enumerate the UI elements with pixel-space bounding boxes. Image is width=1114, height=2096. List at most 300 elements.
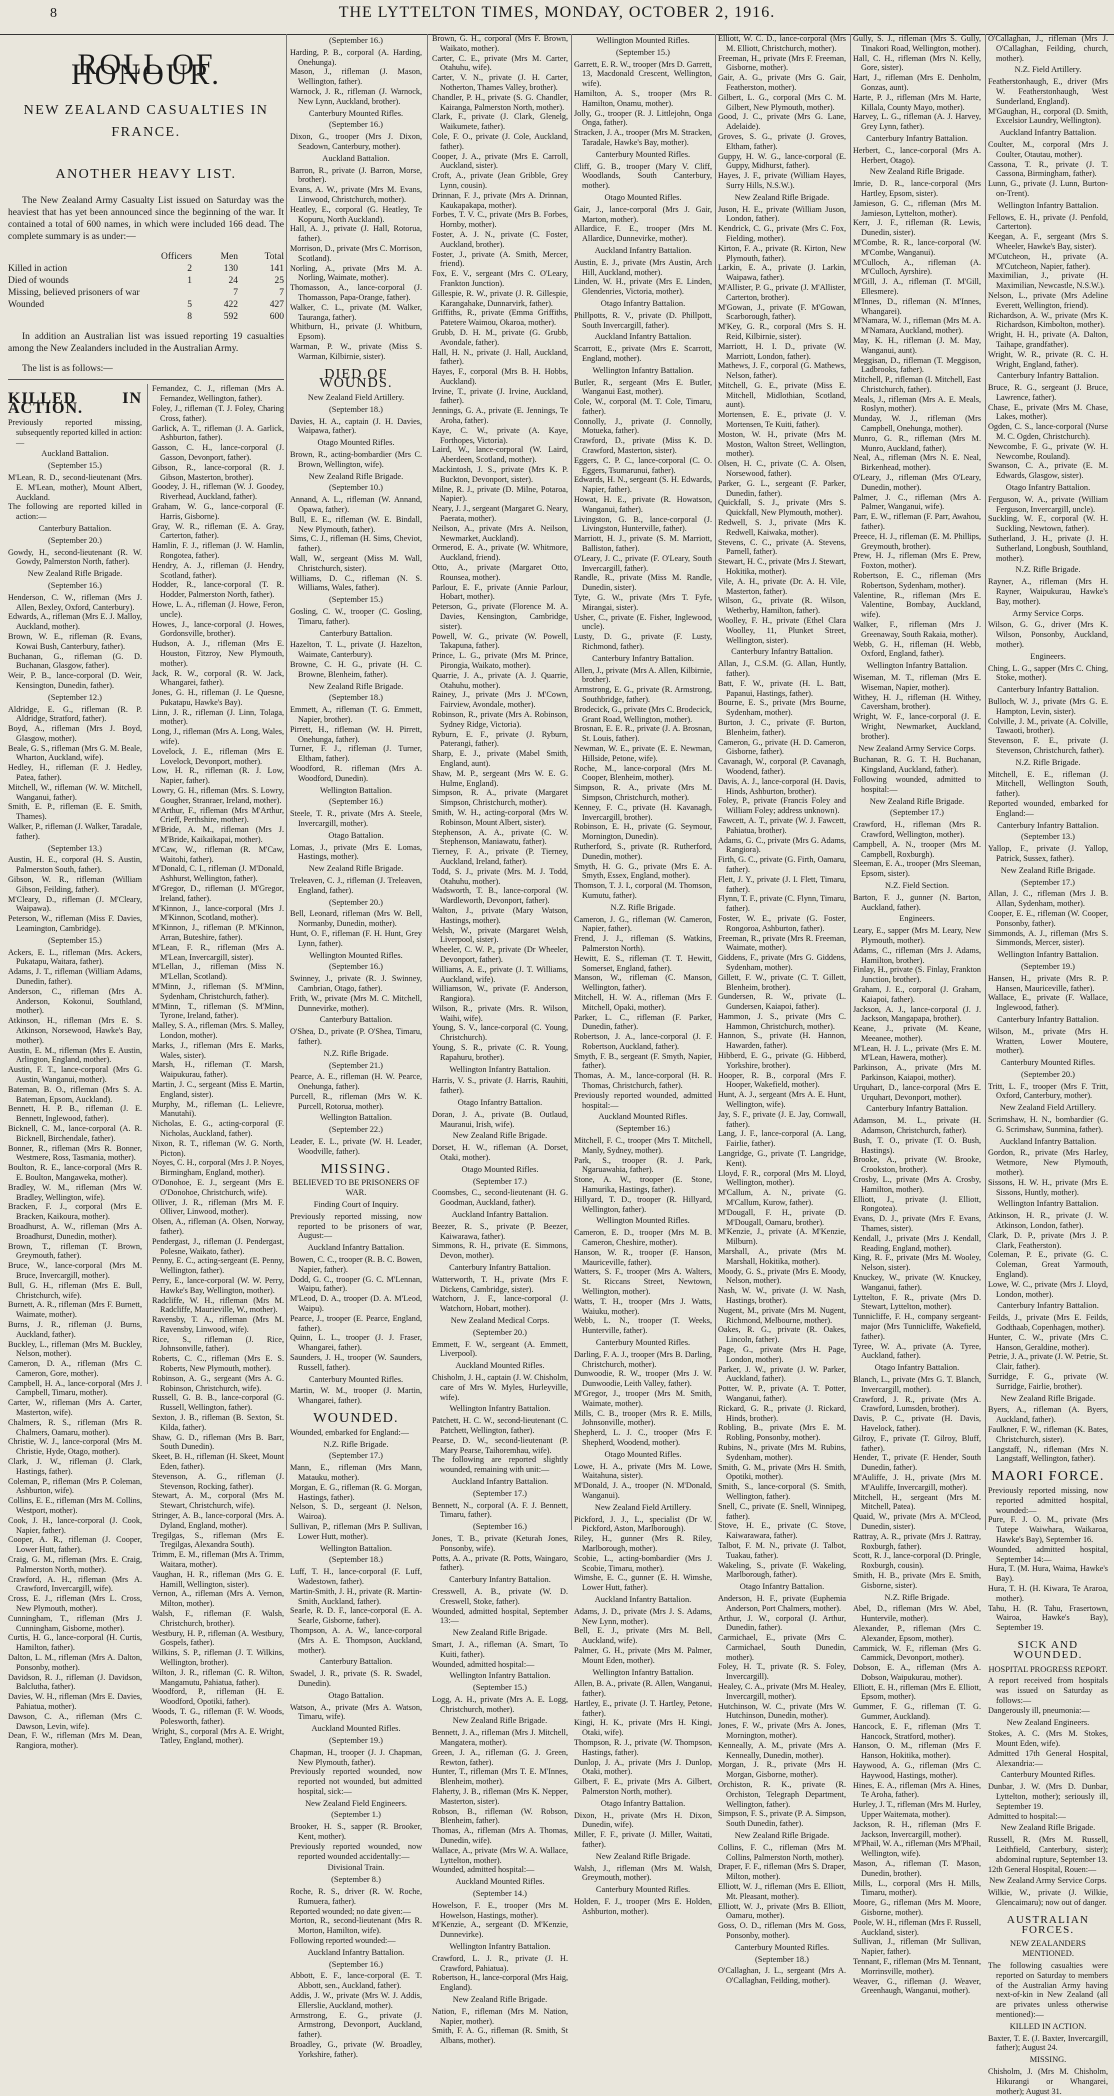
- section-label: Canterbury Mounted Rifles.: [308, 108, 404, 118]
- casualty-entry: Gilroy, F., private (T. Gilroy, Bluff, father).: [853, 1433, 981, 1453]
- casualty-entry: Munro, G. R., rifleman (Mrs M. Munro, Auckland, father).: [853, 433, 981, 453]
- casualty-entry: Brown, G. H., corporal (Mrs F. Brown, Waikato, mother).: [432, 34, 568, 53]
- section-label: (September 15.): [48, 935, 102, 945]
- casualty-entry: Martin, W. M., trooper (J. Martin, Whangarei, father).: [290, 1386, 422, 1406]
- section-label: Canterbury Battalion.: [38, 523, 112, 533]
- section-label: Auckland Battalion.: [41, 449, 109, 459]
- casualty-entry: Gillett, F. W., private (C. T. Gillett, Blenheim, brother).: [718, 972, 846, 992]
- section-label: Auckland Mounted Rifles.: [455, 1361, 545, 1371]
- section-label: Wellington Infantry Battalion.: [449, 1671, 551, 1681]
- casualty-entry: Williams, A. E., private (J. T. Williams, Auckland, wife).: [432, 964, 568, 984]
- stats-row: [8, 275, 284, 287]
- section-label: (September 22.): [329, 1125, 383, 1135]
- casualty-entry: Smyth, H. G. G., private (Mrs E. A. Smyth, Essex, England, mother).: [574, 861, 712, 881]
- casualty-entry: Parker, G. L., sergeant (F. Parker, Dunedin, father).: [718, 478, 846, 498]
- casualty-entry: Leader, E. L., private (W. H. Leader, Woodville, father).: [290, 1137, 422, 1156]
- casualty-entry: Hannon, S., private (H. Hannon, Hawarden, father).: [718, 1031, 846, 1051]
- casualty-entry: Wiseman, M. T., rifleman (Mrs E. Wiseman, Napier, mother).: [853, 673, 981, 692]
- casualty-entry: Martin-Smith, J. H., private (R. Martin-Smith, Auckland, father).: [290, 1586, 422, 1606]
- casualty-entry: Parkinson, A., private (Mrs M. Parkinson, Kaiapoi, mother).: [853, 1063, 981, 1083]
- casualty-entry: Hillyard, T. D., trooper (R. Hillyard, Wellington, father).: [574, 1194, 712, 1214]
- casualty-entry: Garrett, E. R. W., trooper (Mrs D. Garrett, 13, Macdonald Crescent, Wellington, wife).: [574, 59, 712, 89]
- casualty-entry: Linden, W. H., private (Mrs E. Linden, Glendenries, Victoria, mother).: [574, 277, 712, 297]
- casualty-entry: Sullivan, P., rifleman (Mrs P. Sullivan, Lower Hutt, mother).: [290, 1521, 422, 1541]
- section-label: New Zealand Rifle Brigade.: [595, 1851, 691, 1861]
- section-label: New Zealand Army Service Corps.: [989, 1876, 1107, 1886]
- casualty-entry: Simpson, R. A., private (Margaret Simpson, Christchurch, mother).: [432, 788, 568, 808]
- casualty-entry: Christie, W. J., lance-corporal (Mrs M. Christie, Hyde, Otago, mother).: [8, 1437, 142, 1457]
- casualty-entry: Tritt, L. F., trooper (Mrs F. Tritt, Oxford, Canterbury, mother).: [988, 1081, 1108, 1101]
- casualty-entry: Gair, A. G., private (Mrs G. Gair, Featherston, mother).: [718, 73, 846, 92]
- casualty-entry: Brosnan, E. E. R., private (J. A. Brosnan, St. Louis, father).: [574, 724, 712, 744]
- section-label: Wellington Infantry Battalion.: [866, 661, 968, 671]
- casualty-entry: Lowe, H. A., private (Mrs M. Lowe, Waitahuna, sister).: [574, 1461, 712, 1481]
- section-label: N.Z. Rifle Brigade.: [1015, 565, 1081, 575]
- casualty-entry: Nicholas, E. G., acting-corporal (F. Nicholas, Auckland, father).: [152, 1119, 284, 1138]
- casualty-entry: Crawford, A. H., rifleman (Mrs A. Crawford, Invercargill, wife).: [8, 1574, 142, 1594]
- casualty-entry: Wounded, embarked for England:—: [290, 1427, 409, 1437]
- casualty-entry: Logg, A. H., private (Mrs A. E. Logg, Christchurch, mother).: [432, 1694, 568, 1714]
- casualty-entry: Giddens, F., private (Mrs G. Giddens, Sydenham, mother).: [718, 953, 846, 972]
- casualty-entry: Cook, J. H., lance-corporal (J. Cook, Napier, father).: [8, 1515, 142, 1535]
- casualty-entry: Richardson, A. W., private (Mrs K. Richardson, Kimbolton, mother).: [988, 310, 1108, 330]
- casualty-entry: Peterson, W., rifleman (Miss F. Davies, Leamington, Cambridge).: [8, 914, 142, 934]
- section-label: Otago Mounted Rifles.: [461, 1164, 539, 1174]
- casualty-entry: Langridge, G., private (T. Langridge, Kent).: [718, 1149, 846, 1168]
- section-label: Canterbury Mounted Rifles.: [595, 1885, 691, 1895]
- casualty-entry: M'Lean, R. D., second-lieutenant (Mrs. E. M'Lean, mother), Mount Albert, Auckland.: [8, 472, 142, 502]
- casualty-entry: Powell, W. G., private (W. Powell, Takapuna, father).: [432, 631, 568, 651]
- section-label: Otago Mounted Rifles.: [604, 192, 682, 202]
- casualty-entry: Buchanan, R. G. T. H. Buchanan, Kingsland, Auckland, father).: [853, 755, 981, 775]
- casualty-entry: Davies, H. A., captain (J. H. Davies, Waipawa, father).: [290, 416, 422, 436]
- stats-total: 141: [269, 264, 284, 275]
- section-label: Auckland Infantry Battalion.: [594, 1594, 692, 1604]
- casualty-entry: Admitted 17th General Hospital, Alexandria:—: [988, 1748, 1108, 1768]
- casualty-entry: Smith, H. B., private (Mrs E. Smith, Gisborne, sister).: [853, 1570, 981, 1590]
- section-label: New Zealand Rifle Brigade.: [452, 1716, 548, 1726]
- casualty-entry: Bruce, W., lance-corporal (Mrs M. Bruce, Invercargill, mother).: [8, 1261, 142, 1280]
- casualty-entry: Gilbert, L. G., corporal (Mrs C. M. Gilbert, New Plymouth, mother).: [718, 92, 846, 112]
- casualty-entry: Wakeling, S., private (F. Wakeling, Marlborough, father).: [718, 1560, 846, 1580]
- australian-forces-heading: AUSTRALIAN FORCES.: [1006, 1913, 1090, 1936]
- casualty-entry: Gibson, R., lance-corporal (R. J. Gibson, Masterton, brother).: [152, 462, 284, 482]
- casualty-entry: Malley, S. A., rifleman (Mrs. S. Malley, London, mother).: [152, 1021, 284, 1040]
- section-label: Otago Battalion.: [328, 1690, 384, 1700]
- stats-total: 427: [269, 300, 284, 311]
- casualty-entry: Bonner, R., rifleman (Mrs R. Bonner, Westmere, Ross, Tasmania, mother).: [8, 1143, 142, 1163]
- casualty-entry: Miller, F. F., private (J. Miller, Waitati, father).: [574, 1830, 712, 1850]
- section-label: (September 18.): [755, 1954, 809, 1964]
- stats-row: [8, 263, 284, 275]
- casualty-entry: Howat, H. E., private (R. Howatson, Wanganui, father).: [574, 495, 712, 514]
- section-label: N.Z. Rifle Brigade.: [884, 1592, 950, 1602]
- casualty-entry: 12th General Hospital, Rouen:—: [988, 1864, 1097, 1874]
- casualty-entry: Hender, T., private (F. Hender, South Dunedin, father).: [853, 1453, 981, 1473]
- casualty-entry: Hunt, O. F., rifleman (F. H. Hunt, Grey Lynn, father).: [290, 928, 422, 948]
- casualty-entry: Grubb, D. H. M., private (G. Grubb, Avondale, father).: [432, 327, 568, 347]
- casualty-entry: Webb, G. H., rifleman (H. Webb, Oxford, England, father).: [853, 639, 981, 659]
- casualty-entry: Lusty, D. G., private (F. Lusty, Richmond, father).: [574, 632, 712, 652]
- section-label: Wellington Battalion.: [320, 1543, 392, 1553]
- section-label: Canterbury Mounted Rifles.: [595, 149, 691, 159]
- casualty-entry: Flaherty, J. B., rifleman (Mrs K. Nepper, Masterton, sister).: [432, 1787, 568, 1806]
- casualty-entry: Scarrott, E., private (Mrs E. Scarrott, England, mother).: [574, 344, 712, 363]
- casualty-entry: Gibson, W. R., rifleman (William Gibson, Feilding, father).: [8, 875, 142, 894]
- casualty-entry: Bowen, C. C., trooper (R. B. C. Bowen, Napier, father).: [290, 1255, 422, 1274]
- section-label: Wellington Infantry Battalion.: [449, 1064, 551, 1074]
- casualty-entry: Stove, H. E., private (C. Stove, Kaiwarawara, father).: [718, 1521, 846, 1541]
- casualty-entry: Harris, V. S., private (J. Harris, Rauhiti, father).: [432, 1076, 568, 1096]
- casualty-entry: Leary, E., sapper (Mrs M. Leary, New Plymouth, mother).: [853, 926, 981, 945]
- stats-total: 600: [269, 312, 284, 323]
- casualty-entry: Wallace, E., private (F. Wallace, Inglewood, father).: [988, 993, 1108, 1013]
- casualty-entry: Cameron, J. G., rifleman (W. Cameron, Napier, father).: [574, 914, 712, 934]
- section-label: New Zealand Medical Corps.: [450, 1316, 550, 1325]
- stats-label: Missing, believed prisoners of war: [8, 288, 140, 299]
- casualty-entry: Browne, C. H. G., private (H. C. Browne, Blenheim, father).: [290, 660, 422, 679]
- section-label: Canterbury Mounted Rifles.: [734, 1942, 830, 1952]
- casualty-entry: Robinson, R., private (Mrs A. Robinson, Sydney Ridge, Victoria).: [432, 709, 568, 729]
- section-label: (September 15.): [616, 47, 670, 57]
- casualty-entry: Lowry, G. H., rifleman (Mrs. S. Lowry, Gougher, Stranraer, Ireland, mother).: [152, 786, 284, 805]
- casualty-entry: Hamilton, A. S., trooper (Mrs R. Hamilton, Onamu, mother).: [574, 88, 712, 108]
- casualty-entry: Smyth, F. B., sergeant (F. Smyth, Napier, father).: [574, 1051, 712, 1071]
- casualty-entry: Crawford, J. R., private (Mrs A. Crawford, Lumsden, brother).: [853, 1394, 981, 1414]
- casualty-entry: Roche, R. S., driver (R. W. Roche, Rumuera, father).: [290, 1887, 422, 1906]
- casualty-entry: Bruce, R. G., sergeant (J. Bruce, Lawrence, father).: [988, 383, 1108, 402]
- casualty-entry: Imrie, D. R., lance-corporal (Mrs Hartley, Epsom, sister).: [853, 179, 981, 198]
- section-label: Auckland Mounted Rifles.: [455, 1877, 545, 1887]
- killed-list-left: [8, 384, 142, 1751]
- casualty-entry: Byers, A., rifleman (A. Byers, Auckland, father).: [988, 1405, 1108, 1425]
- casualty-entry: Shaw, G. D., rifleman (Mrs B. Barr, South Dunedin).: [152, 1432, 284, 1452]
- casualty-entry: Feilds, J., private (Mrs E. Feilds, Godthaab, Copenhagen, mother).: [988, 1313, 1108, 1333]
- casualty-entry: Walsh, F., rifleman (F. Walsh, Christchurch, brother).: [152, 1609, 284, 1628]
- section-label: (September 18.): [329, 1555, 383, 1565]
- section-label: Auckland Infantry Battalion.: [999, 1136, 1097, 1146]
- casualty-entry: Noyes, C. H., corporal (Mrs J. P. Noyes, Birmingham, England, mother).: [152, 1158, 284, 1178]
- casualty-entry: Ackers, E. L., rifleman (Mrs. Ackers, Pukatapu, Waitara, father).: [8, 947, 142, 967]
- casualty-entry: Turner, F. J., rifleman (J. Turner, Eltham, father).: [290, 744, 422, 764]
- section-label: (September 13.): [48, 843, 102, 853]
- casualty-entry: Nelson, S. D., sergeant (J. Nelson, Wairoa).: [290, 1502, 422, 1522]
- casualty-entry: Walsh, J., rifleman (Mrs M. Walsh, Greymouth, mother).: [574, 1863, 712, 1883]
- casualty-entry: Bracken, F. J., corporal (Mrs E. Bracken, Kaikoura, mother).: [8, 1202, 142, 1222]
- stats-men: 130: [223, 264, 238, 275]
- casualty-entry: Skeet, B. H., rifleman (H. Skeet, Mount Eden, father).: [152, 1452, 284, 1472]
- casualty-entry: Barron, R., private (J. Barron, Morse, brother).: [290, 165, 422, 185]
- casualty-entry: Nash, W. W., private (J. W. Nash, Hastings, brother).: [718, 1286, 846, 1305]
- casualty-entry: Rattray, A. R., private (Mrs J. Rattray, Roxburgh, father).: [853, 1531, 981, 1551]
- casualty-entry: Good, J. C., private (Mrs G. Lane, Adelaide).: [718, 112, 846, 132]
- casualty-entry: Tunnicliffe, F. H., company sergeant-major (Mrs Tunnicliffe, Wakefield, father).: [853, 1312, 981, 1341]
- section-label: Wellington Infantry Battalion.: [449, 1404, 551, 1414]
- casualty-entry: Usher, C., private (E. Fisher, Inglewood, uncle).: [574, 612, 712, 632]
- casualty-entry: Marriott, H. I. D., private (W. Marriott, London, father).: [718, 341, 846, 361]
- casualty-entry: Elliott, W. C. D., lance-corporal (Mrs M. Elliott, Christchurch, mother).: [718, 34, 846, 53]
- casualty-entry: Reported wounded, embarked for England:—: [988, 798, 1108, 818]
- section-label: New Zealand Field Engineers.: [305, 1798, 407, 1808]
- section-label: Canterbury Infantry Battalion.: [866, 133, 968, 143]
- casualty-entry: M'Dougall, F. H., private (D. M'Dougall, Oamaru, brother).: [718, 1207, 846, 1227]
- casualty-entry: Goss, O. D., rifleman (Mrs M. Goss, Ponsonby, mother).: [718, 1921, 846, 1940]
- casualty-entry: Maximilian, J., private (H. Maximilian, Newcastle, N.S.W.).: [988, 271, 1108, 291]
- casualty-entry: Rubins, N., private (Mrs M. Rubins, Sydenham, mother).: [718, 1442, 846, 1462]
- section-label: New Zealand Army Service Corps.: [858, 743, 976, 753]
- casualty-entry: Guppy, H. W. G., lance-corporal (E. Guppy, Midhurst, father).: [718, 151, 846, 171]
- casualty-entry: Cunningham, T., rifleman (Mrs J. Cunningham, Gisborne, mother).: [8, 1613, 142, 1633]
- section-label: Finding Court of Inquiry.: [313, 1200, 399, 1210]
- casualty-entry: Hayes, J. F., private (William Hayes, Surry Hills, N.S.W.).: [718, 171, 846, 190]
- casualty-entry: Watterworth, T. H., private (Mrs F. Dickens, Cambridge, sister).: [432, 1274, 568, 1294]
- casualty-entry: Carmichael, E., private (Mrs C. Carmichael, South Dunedin, mother).: [718, 1633, 846, 1662]
- casualty-entry: Ferguson, W. A., private (William Ferguson, Invercargill, uncle).: [988, 494, 1108, 514]
- casualty-entry: M'Key, G. R., corporal (Mrs S. H. Reid, Kilbirnie, sister).: [718, 322, 846, 341]
- casualty-entry: Allan, J. C., rifleman (Mrs J. B. Allan, Sydenham, mother).: [988, 889, 1108, 909]
- casualty-entry: Crawford, D., private (Miss K. D. Crawford, Masterton, sister).: [574, 436, 712, 456]
- section-label: Canterbury Mounted Rifles.: [308, 1374, 404, 1384]
- casualty-entry: Cross, E. J., rifleman (Mrs L. Cross, New Plymouth, mother).: [8, 1594, 142, 1614]
- casualty-entry: Mitchell, H., sergeant (Mrs M. Mitchell, Patea).: [853, 1492, 981, 1512]
- casualty-entry: Jamieson, G. C., rifleman (Mrs M. Jamieson, Lyttelton, mother).: [853, 198, 981, 218]
- casualty-entry: Thomas, A. M., lance-corporal (H. R. Thomas, Christchurch, father).: [574, 1071, 712, 1091]
- casualty-entry: Bell, E. J., private (Mrs M. Bell, Auckland, wife).: [574, 1626, 712, 1646]
- casualty-entry: Foster, W. E., private (G. Foster, Rongoroa, Ashburton, father).: [718, 913, 846, 933]
- casualty-entry: Hall, C. H., rifleman (Mrs N. Kelly, Gore, sister).: [853, 53, 981, 73]
- casualty-entry: Thomasson, A., lance-corporal (J. Thomasson, Papa-Orange, father).: [290, 283, 422, 302]
- casualty-entry: M'Donald, J. A., trooper (N. M'Donald, Wanganui).: [574, 1481, 712, 1500]
- section-label: Auckland Mounted Rifles.: [598, 1112, 688, 1122]
- casualty-entry: Cameron, E. D., trooper (Mrs M. B. Cameron, Cheshire, mother).: [574, 1228, 712, 1248]
- casualty-entry: Tyree, W. A., private (A. Tyree, Auckland, father).: [853, 1341, 981, 1361]
- casualty-entry: Moody, G. S., private (Mrs E. Moody, Nelson, mother).: [718, 1266, 846, 1286]
- casualty-entry: Carter, C. E., private (Mrs M. Carter, Otahuhu, wife).: [432, 53, 568, 73]
- casualty-entry: Low, H. R., rifleman (R. J. Low, Napier, father).: [152, 766, 284, 786]
- casualty-entry: Atkinson, H. R., private (J. W. Atkinson, London, father).: [988, 1211, 1108, 1231]
- casualty-entry: Phillpotts, R. V., private (D. Phillpott, South Invercargill, father).: [574, 310, 712, 330]
- casualty-entry: M'Auliffe, J. H., private (Mrs M. M'Auliffe, Invercargill, mother).: [853, 1472, 981, 1492]
- column-6: [988, 34, 1108, 2096]
- section-label: (September 14.): [473, 1889, 527, 1899]
- casualty-entry: Swanson, C. A., private (E. M. Edwards, Glasgow, sister).: [988, 461, 1108, 481]
- casualty-entry: Hunt, A. J., sergeant (Mrs A. E. Hunt, Wellington, wife).: [718, 1090, 846, 1110]
- section-label: (September 1.): [331, 1810, 381, 1820]
- casualty-entry: Robertson, E. C., rifleman (Mrs Robertson, Sydenham, mother).: [853, 571, 981, 590]
- casualty-entry: Pendergast, J., rifleman (J. Pendergast, Polesne, Waikato, father).: [152, 1236, 284, 1256]
- casualty-entry: Faulkner, F. W., rifleman (K. Bates, Christchurch, sister).: [988, 1424, 1108, 1444]
- casualty-entry: Talbot, F. M. N., private (J. Talbot, Tuakau, father).: [718, 1540, 846, 1560]
- casualty-entry: Wilkie, W., private (J. Wilkie, Glencaimaru); now out of danger.: [988, 1888, 1108, 1908]
- casualty-entry: Young, S. R., private (C. R. Young, Rapahuru, brother).: [432, 1043, 568, 1062]
- casualty-entry: M'Culloch, A., rifleman (A. M'Culloch, Ayrshire).: [853, 257, 981, 277]
- australian-note: In addition an Australian list was issued reporting 19 casualties among the New Zealanders included in the Australian Army.: [8, 332, 284, 355]
- casualty-entry: Gilbert, F. E., private (Mrs A. Gilbert, Palmerston North, mother).: [574, 1777, 712, 1797]
- casualty-entry: Wilson, R., private (Mrs. R. Wilson, Waihi, wife).: [432, 1003, 568, 1023]
- section-label: Wellington Infantry Battalion.: [997, 950, 1099, 960]
- casualty-entry: Mathews, J. F., corporal (G. Mathews, Nelson, father).: [718, 361, 846, 381]
- casualty-entry: Stevenson, F. E., private (J. Stevenson, Christchurch, father).: [988, 736, 1108, 755]
- casualty-entry: Norling, A., private (Mrs M. A. Norling, Waimate, mother).: [290, 263, 422, 283]
- casualty-entry: Wall, W., sergeant (Miss M. Wall, Christchurch, sister).: [290, 554, 422, 573]
- casualty-entry: Buckley, L., rifleman (Mrs M. Buckley, Nelson, mother).: [8, 1339, 142, 1359]
- sick-and-wounded-heading: SICK AND WOUNDED.: [1013, 1638, 1083, 1661]
- casualty-entry: Ravensby, T. A., rifleman (Mrs M. Ravensby, Linwood, wife).: [152, 1315, 284, 1334]
- casualty-entry: Lyttelton, F. R., private (Mrs D. Stewart, Lyttelton, mother).: [853, 1292, 981, 1312]
- section-label: Wellington Mounted Rifles.: [596, 36, 690, 45]
- casualty-entry: M'Minn, J., rifleman (S. M'Minn, Sydenham, Christchurch, father).: [152, 982, 284, 1001]
- casualty-entry: Jack, R. W., corporal (R. W. Jack, Whangarei, father).: [152, 668, 284, 688]
- casualty-entry: Gordon, R., private (Mrs Harley, Wetmore, New Plymouth, mother).: [988, 1148, 1108, 1178]
- section-label: N.Z. Rifle Brigade.: [323, 1439, 389, 1449]
- casualty-entry: Westbury, H. P., rifleman (A. Westbury, Gospels, father).: [152, 1628, 284, 1648]
- casualty-entry: Hunter, T., rifleman (Mrs T. E. M'Innes, Blenheim, mother).: [432, 1767, 568, 1787]
- casualty-entry: Hura, T. H. (H. Kiwara, Te Araroa, mother).: [988, 1583, 1108, 1603]
- casualty-entry: Annand, A. L., rifleman (W. Annand, Opawa, father).: [290, 495, 422, 515]
- casualty-entry: Davies, W. H., rifleman (Mrs E. Davies, Pahiatua, mother).: [8, 1692, 142, 1711]
- casualty-entry: Stewart, A. M., corporal (Mrs M. Stewart, Christchurch, wife).: [152, 1491, 284, 1511]
- section-label: Canterbury Infantry Battalion.: [449, 1263, 551, 1273]
- casualty-entry: Evans, A. W., private (Mrs M. Evans, Linwood, Christchurch, mother).: [290, 185, 422, 204]
- casualty-entry: Hines, E. A., rifleman (Mrs A. Hines, Te Aroha, father).: [853, 1780, 981, 1800]
- casualty-entry: Suckling, W. F., corporal (W. H. Suckling, Newtown, father).: [988, 514, 1108, 534]
- section-label: Canterbury Infantry Battalion.: [592, 653, 694, 663]
- casualty-entry: Tierney, F. A., private (P. Tierney, Auckland, Ireland, father).: [432, 847, 568, 866]
- section-label: (September 18.): [329, 404, 383, 414]
- casualty-entry: Drinnan, F. J., private (Mrs A. Drinnan, Kaukapakapa, mother).: [432, 190, 568, 210]
- section-label: New Zealand Rifle Brigade.: [308, 681, 404, 691]
- casualty-entry: Simmonds, A. J., rifleman (Mrs S. Simmonds, Mercer, sister).: [988, 928, 1108, 948]
- section-label: New Zealand Rifle Brigade.: [869, 796, 965, 806]
- section-label: Engineers.: [1030, 651, 1066, 661]
- casualty-entry: Kaye, C. W., private (A. Kaye, Forthopes, Victoria).: [432, 425, 568, 445]
- casualty-entry: Collins, F. C., rifleman (Mrs M. Collins, Palmerston North, mother).: [718, 1842, 846, 1862]
- casualty-entry: Bennett, J. A., rifleman (Mrs J. Mitchell, Mangatera, mother).: [432, 1728, 568, 1748]
- casualty-entry: Thomson, T. J. I., corporal (M. Thomson, Kumutu, father).: [574, 881, 712, 900]
- casualty-entry: Firth, G. C., private (G. Firth, Oamaru, father).: [718, 855, 846, 874]
- casualty-entry: Jones, G. H., rifleman (J. Le Quesne, Pukatapu, Hawke's Bay).: [152, 688, 284, 707]
- casualty-entry: Adams, J. T., rifleman (William Adams, Dunedin, father).: [8, 967, 142, 987]
- stats-officers: 5: [187, 300, 192, 311]
- section-label: (September 8.): [331, 1875, 381, 1885]
- section-label: Wellington Infantry Battalion.: [592, 365, 694, 375]
- column-3: [574, 34, 712, 1916]
- casualty-entry: Coleman, P. E., private (G. C. Coleman, Great Yarmouth, England).: [988, 1250, 1108, 1280]
- section-label: Canterbury Infantry Battalion.: [866, 1104, 968, 1114]
- casualty-entry: Lowe, W. C., private (Mrs J. Lloyd, London, mother).: [988, 1279, 1108, 1299]
- casualty-entry: Prince, L. G., private (Mrs M. Prince, Pirongia, Waikato, mother).: [432, 651, 568, 670]
- casualty-entry: Pearce, A. E., rifleman (H. W. Pearce, Onehunga, father).: [290, 1072, 422, 1092]
- casualty-entry: Dawson, C. A., rifleman (Mrs C. Dawson, Levin, wife).: [8, 1711, 142, 1731]
- casualty-entry: M'Namara, W. J., rifleman (Mrs M. A. M'Namara, Auckland, mother).: [853, 316, 981, 336]
- casualty-entry: Howelson, F. E., trooper (Mrs M. Howelson, Hastings, mother).: [432, 1900, 568, 1920]
- section-label: HOSPITAL PROGRESS REPORT.: [988, 1664, 1108, 1674]
- casualty-entry: Poole, W. H., rifleman (Mrs F. Russell, Auckland, sister).: [853, 1917, 981, 1937]
- casualty-entry: Mitchell, W., rifleman (W. W. Mitchell, Wanganui, father).: [8, 782, 142, 802]
- casualty-entry: Meggisan, D., rifleman (T. Meggison, Ladbrooks, father).: [853, 355, 981, 375]
- stats-officers: 1: [187, 276, 192, 287]
- casualty-entry: M'Innes, D., rifleman (N. M'Innes, Whangarei).: [853, 296, 981, 316]
- casualty-entry: Quickfall, S. J., private (Mrs S. Quickfall, New Plymouth, mother).: [718, 498, 846, 518]
- casualty-entry: Neal, A., rifleman (Mrs N. E. Neal, Birkenhead, mother).: [853, 453, 981, 473]
- casualty-entry: Previously reported missing, now reported admitted hospital, wounded:—: [988, 1485, 1108, 1515]
- casualty-entry: Young, S. V., lance-corporal (C. Young, Christchurch).: [432, 1023, 568, 1043]
- casualty-entry: Trimm, E. M., rifleman (Mrs A. Trimm, Waitara, mother).: [152, 1550, 284, 1570]
- casualty-entry: Quinn, L. L., trooper (J. J. Fraser, Whangarei, father).: [290, 1333, 422, 1353]
- casualty-entry: Arthur, J. W., corporal (J. Arthur, Dunedin, father).: [718, 1613, 846, 1633]
- casualty-entry: Mitchell, E. E., rifleman (J. Mitchell, Wellington South, father).: [988, 769, 1108, 799]
- casualty-entry: Livingston, G. B., lance-corporal (J. Livingston, Hunterville, father).: [574, 514, 712, 534]
- section-label: (September 19.): [329, 1735, 383, 1745]
- casualty-entry: Allen, J., private (Mrs A. Allen, Kilbirnie, brother).: [574, 665, 712, 685]
- section-label: (September 17.): [329, 1451, 383, 1461]
- casualty-entry: Heatley, E., corporal (G. Heatley, Te Kopuru, North Auckland).: [290, 204, 422, 224]
- casualty-entry: Allan, J., C.S.M. (G. Allan, Huntly, father).: [718, 659, 846, 678]
- casualty-entry: Ormerod, E. A., private (W. Whitmore, Auckland, friend).: [432, 543, 568, 563]
- section-label: Otago Infantry Battalion.: [457, 1098, 543, 1108]
- page-number: 8: [50, 6, 57, 21]
- section-label: Otago Infantry Battalion.: [739, 1582, 825, 1592]
- casualty-entry: Flynn, T. F., private (C. Flynn, Timaru, father).: [718, 894, 846, 914]
- casualty-entry: The following are reported killed in action:—: [8, 502, 142, 522]
- casualty-entry: M'Gregor, J., trooper (Mrs M. Smith, Waimate, mother).: [574, 1388, 712, 1408]
- stats-row: [8, 311, 284, 323]
- casualty-entry: Dalton, L. M., rifleman (Mrs A. Dalton, Ponsonby, mother).: [8, 1653, 142, 1672]
- column-1: [290, 34, 422, 2059]
- casualty-entry: Pickford, J. J., L., specialist (Dr W. Pickford, Aston, Marlborough).: [574, 1514, 712, 1534]
- casualty-entry: Mitchell, H. W. A., rifleman (Mrs F. Mitchell, Opaki, mother).: [574, 992, 712, 1012]
- casualty-entry: Gair, J., lance-corporal (Mrs J. Gair, Marton, mother).: [574, 204, 712, 224]
- casualty-entry: Admitted to hospital:—: [988, 1811, 1066, 1821]
- casualty-entry: Welsh, W., private (Margaret Welsh, Liverpool, sister).: [432, 925, 568, 945]
- casualty-entry: Following wounded, admitted to hospital:—: [853, 774, 981, 794]
- casualty-entry: Brown, W. E., rifleman (R. Evans, Kowai Bush, Canterbury, father).: [8, 631, 142, 651]
- stats-men: 7: [233, 288, 238, 299]
- casualty-entry: Williams, D. C., rifleman (N. S. Williams, Wales, father).: [290, 573, 422, 593]
- casualty-entry: Sullivan, J., rifleman (Mr Sullivan, Napier, father).: [853, 1937, 981, 1957]
- casualty-entry: Harding, P. B., corporal (A. Harding, Onehunga).: [290, 47, 422, 67]
- casualty-entry: Dodd, G. C., trooper (G. C. M'Lennan, Waipu, father).: [290, 1274, 422, 1294]
- casualty-entry: Potter, W. P., private (A. T. Potter, Wanganui, father).: [718, 1384, 846, 1403]
- casualty-entry: Foley, J., rifleman (T. J. Foley, Charing Cross, father).: [152, 403, 284, 423]
- casualty-entry: Mann, E., rifleman (Mrs Mann, Matauku, mother).: [290, 1463, 422, 1482]
- casualty-entry: Abel, D., rifleman (Mrs W. Abel, Huntervile, mother).: [853, 1604, 981, 1624]
- casualty-entry: Groves, S. G., private (J. Groves, Eltham, father).: [718, 131, 846, 151]
- casualty-entry: M'Donald, C. I., rifleman (J. M'Donald, Ashhurst, Wellington, father).: [152, 864, 284, 884]
- casualty-entry: M'Gregor, D., rifleman (J. M'Gregor, Ireland, father).: [152, 884, 284, 903]
- casualty-entry: Bicknell, C. M., lance-corporal (A. R. Bicknell, Birchendale, father).: [8, 1123, 142, 1143]
- casualty-entry: Mackintosh, J. S., private (Mrs K. P. Buckton, Devonport, sister).: [432, 465, 568, 484]
- casualty-entry: Hayes, F., corporal (Mrs B. H. Hobbs, Auckland).: [432, 367, 568, 386]
- casualty-entry: Hodder, R., lance-corporal (T. R. Hodder, Palmerston North, father).: [152, 580, 284, 600]
- casualty-entry: Warnock, J. R., rifleman (J. Warnock, New Lynn, Auckland, brother).: [290, 86, 422, 106]
- section-label: (September 17.): [1021, 877, 1075, 887]
- column-roll-of-honour: [8, 34, 284, 1751]
- casualty-entry: Boulton, R. E., lance-corporal (Mrs R. E. Boulton, Mangaweka, mother).: [8, 1163, 142, 1182]
- casualty-entry: Keegan, A. F., sergeant (Mrs S. Wheeler, Hawke's Bay, sister).: [988, 232, 1108, 251]
- casualty-entry: Draper, F. F., rifleman (Mrs S. Draper, Milton, mother).: [718, 1862, 846, 1882]
- casualty-entry: Davis, A. J., lance-corporal (H. Davis, Hinds, Ashburton, brother).: [718, 776, 846, 796]
- casualty-entry: Kenney, F. C., private (H. Kavanagh, Invercargill, brother).: [574, 802, 712, 822]
- casualty-entry: Fellows, E. H., private (J. Penfold, Carterton).: [988, 212, 1108, 232]
- section-label: Auckland Infantry Battalion.: [594, 332, 692, 342]
- section-label: MISSING.: [1029, 2055, 1067, 2065]
- section-label: (September 16.): [329, 797, 383, 807]
- casualty-entry: Fox, E. V., sergeant (Mrs C. O'Leary, Frankton Junction).: [432, 269, 568, 288]
- casualty-entry: Dorset, H. W., rifleman (A. Dorset, Otaki, mother).: [432, 1143, 568, 1163]
- casualty-entry: Williamson, W., private (F. Anderson, Rangiora).: [432, 984, 568, 1004]
- casualty-entry: Lloyd, F. R., corporal (Mrs M. Lloyd, Wellington, mother).: [718, 1168, 846, 1188]
